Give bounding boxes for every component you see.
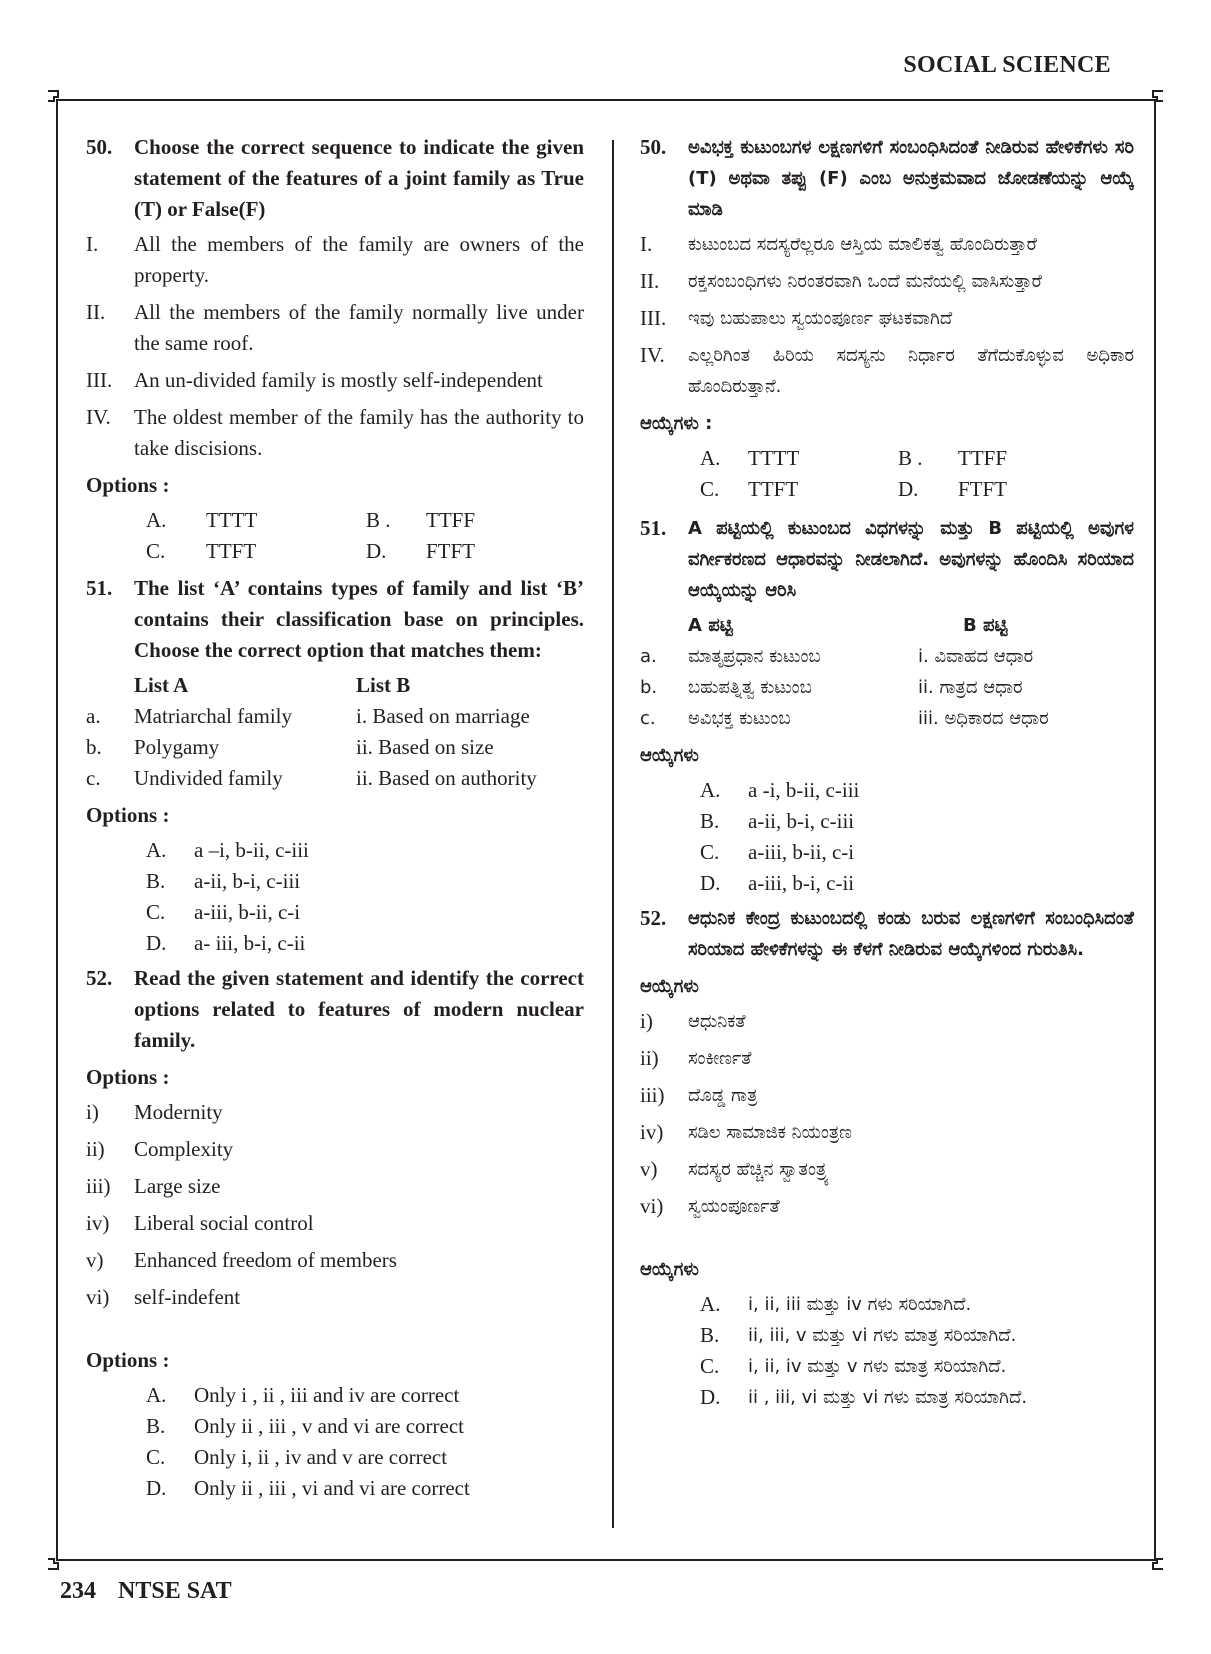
- match-row: [640, 672, 1134, 703]
- row-label: a.: [640, 646, 657, 667]
- option: [146, 1442, 584, 1473]
- option: [700, 1382, 1134, 1413]
- list-a-item: Undivided family: [134, 766, 283, 790]
- option-text: FTFT: [426, 539, 476, 563]
- option-letter: A.: [700, 778, 721, 802]
- list-a-item: ಅವಿಭಕ್ತ ಕುಟುಂಬ: [688, 708, 791, 729]
- list-a-item: ಮಾತೃಪ್ರಧಾನ ಕುಟುಂಬ: [688, 646, 821, 667]
- option-text: ii , iii, vi ಮತ್ತು vi ಗಳು ಮಾತ್ರ ಸರಿಯಾಗಿದೆ.: [748, 1387, 1028, 1408]
- item-number: v): [86, 1248, 104, 1272]
- option: [700, 1320, 1134, 1351]
- match-row: [86, 732, 584, 763]
- option: [146, 1380, 584, 1411]
- list-item: [86, 1134, 584, 1165]
- frame-corner-ornament-icon: [46, 89, 68, 111]
- row-label: b.: [86, 735, 102, 759]
- list-item: [640, 1080, 1134, 1111]
- options-heading: Options :: [86, 1348, 170, 1372]
- statement: [640, 229, 1134, 260]
- option: [146, 835, 584, 866]
- list-item: [640, 1043, 1134, 1074]
- item-number: iv): [640, 1120, 664, 1144]
- statement: [86, 365, 584, 396]
- list-item: [640, 1006, 1134, 1037]
- option-text: a- iii, b-i, c-ii: [194, 931, 306, 955]
- page-number: 234: [60, 1578, 96, 1604]
- item-number: iv): [86, 1211, 110, 1235]
- question-number: 51.: [640, 516, 667, 540]
- option-text: ii, iii, v ಮತ್ತು vi ಗಳು ಮಾತ್ರ ಸರಿಯಾಗಿದೆ.: [748, 1325, 1017, 1346]
- options-heading: ಆಯ್ಕೆಗಳು: [640, 1259, 699, 1280]
- option: [146, 928, 584, 959]
- statement: [640, 303, 1134, 334]
- list-a-item: ಬಹುಪತ್ನಿತ್ವ ಕುಟುಂಬ: [688, 677, 812, 698]
- question-51: [86, 573, 584, 666]
- option-letter: B .: [366, 508, 391, 532]
- option-text: FTFT: [958, 477, 1008, 501]
- option-text: a –i, b-ii, c-iii: [194, 838, 309, 862]
- option: [700, 1289, 1134, 1320]
- question-52-kannada: [640, 903, 1134, 965]
- question-50: [86, 132, 584, 225]
- item-text: Modernity: [134, 1100, 223, 1124]
- question-text: A ಪಟ್ಟಿಯಲ್ಲಿ ಕುಟುಂಬದ ವಿಧಗಳನ್ನು ಮತ್ತು B ಪಟ್ಟಿಯಲ್ಲಿ ಅವುಗಳ ವರ್ಗೀಕರಣದ ಆಧಾರವನ್ನು ನೀಡಲಾಗಿದೆ. ಅವುಗಳನ್ನು ಹೊಂದಿಸಿ ಸರಿಯಾದ ಆಯ್ಕೆಯನ್ನು ಆರಿಸಿ: [688, 518, 1134, 601]
- item-number: vi): [640, 1194, 664, 1218]
- option: [146, 897, 584, 928]
- statement-text: All the members of the family are owners of the property.: [134, 232, 584, 287]
- item-number: i): [86, 1100, 99, 1124]
- item-number: ii): [86, 1137, 105, 1161]
- option-text: a-iii, b-i, c-ii: [748, 871, 855, 895]
- statement-text: All the members of the family normally live under the same roof.: [134, 300, 584, 355]
- list-item: [86, 1245, 584, 1276]
- match-row: [86, 763, 584, 794]
- item-text: Large size: [134, 1174, 221, 1198]
- list-item: [640, 1154, 1134, 1185]
- question-52: [86, 963, 584, 1056]
- list-b-heading: B ಪಟ್ಟಿ: [963, 615, 1008, 636]
- option-letter: D.: [700, 1385, 721, 1409]
- statement-number: III.: [640, 306, 667, 330]
- option-text: a-ii, b-i, c-iii: [194, 869, 301, 893]
- list-b-item: ii. Based on authority: [356, 766, 537, 790]
- option-text: Only i , ii , iii and iv are correct: [194, 1383, 460, 1407]
- option-text: a-iii, b-ii, c-i: [194, 900, 301, 924]
- list-b-item: i. ವಿವಾಹದ ಆಧಾರ: [918, 646, 1034, 667]
- column-divider: [612, 140, 614, 1528]
- option-letter: C.: [700, 1354, 720, 1378]
- option-letter: D.: [146, 1476, 167, 1500]
- question-text: Choose the correct sequence to indicate the given statement of the features of a joint family as True (T) or False(F): [134, 135, 584, 221]
- question-number: 50.: [640, 135, 667, 159]
- option-text: i, ii, iv ಮತ್ತು v ಗಳು ಮಾತ್ರ ಸರಿಯಾಗಿದೆ.: [748, 1356, 1007, 1377]
- exam-name: NTSE SAT: [118, 1578, 232, 1604]
- option-letter: A.: [146, 1383, 167, 1407]
- option: [146, 1473, 584, 1504]
- list-item: [86, 1097, 584, 1128]
- statement-number: I.: [86, 232, 99, 256]
- option-letter: A.: [146, 838, 167, 862]
- row-label: c.: [86, 766, 101, 790]
- question-number: 51.: [86, 576, 113, 600]
- option-letter: B.: [700, 809, 720, 833]
- frame-corner-ornament-icon: [1143, 1549, 1165, 1571]
- frame-corner-ornament-icon: [46, 1549, 68, 1571]
- item-text: self-indefent: [134, 1285, 241, 1309]
- options-heading: ಆಯ್ಕೆಗಳು :: [640, 413, 713, 434]
- statement-text: ಇವು ಬಹುಪಾಲು ಸ್ವಯಂಪೂರ್ಣ ಘಟಕವಾಗಿದೆ: [688, 308, 953, 329]
- option-text: TTFF: [426, 508, 476, 532]
- item-text: Enhanced freedom of members: [134, 1248, 397, 1272]
- item-number: i): [640, 1009, 653, 1033]
- item-number: iii): [86, 1174, 111, 1198]
- kannada-column: [640, 132, 1134, 1413]
- list-item: [640, 1117, 1134, 1148]
- option-text: TTTT: [206, 508, 258, 532]
- statement-number: II.: [86, 300, 106, 324]
- statement: [86, 297, 584, 359]
- option-text: a-iii, b-ii, c-i: [748, 840, 855, 864]
- statement-number: IV.: [640, 343, 665, 367]
- match-row: [86, 701, 584, 732]
- list-item: [86, 1171, 584, 1202]
- statement-number: III.: [86, 368, 113, 392]
- list-b-item: ii. Based on size: [356, 735, 494, 759]
- option-letter: D.: [366, 539, 387, 563]
- options-heading: ಆಯ್ಕೆಗಳು: [640, 976, 699, 997]
- option-letter: A.: [700, 1292, 721, 1316]
- question-50-kannada: [640, 132, 1134, 225]
- statement: [640, 266, 1134, 297]
- item-text: Liberal social control: [134, 1211, 314, 1235]
- statement-text: An un-divided family is mostly self-independent: [134, 368, 543, 392]
- option-letter: C.: [700, 840, 720, 864]
- row-label: b.: [640, 677, 658, 698]
- list-headers: [134, 670, 584, 701]
- statement: [86, 402, 584, 464]
- question-text: ಆಧುನಿಕ ಕೇಂದ್ರ ಕುಟುಂಬದಲ್ಲಿ ಕಂಡು ಬರುವ ಲಕ್ಷಣಗಳಿಗೆ ಸಂಬಂಧಿಸಿದಂತೆ ಸರಿಯಾದ ಹೇಳಿಕೆಗಳನ್ನು ಈ ಕೆಳಗೆ ನೀಡಿರುವ ಆಯ್ಕೆಗಳಿಂದ ಗುರುತಿಸಿ.: [688, 908, 1134, 960]
- options-heading: Options :: [86, 1065, 170, 1089]
- item-text: Complexity: [134, 1137, 234, 1161]
- item-text: ಸ್ವಯಂಪೂರ್ಣತೆ: [688, 1196, 780, 1217]
- frame-corner-ornament-icon: [1143, 89, 1165, 111]
- options-heading: Options :: [86, 473, 170, 497]
- options-heading: ಆಯ್ಕೆಗಳು: [640, 745, 699, 766]
- item-number: vi): [86, 1285, 110, 1309]
- statement-number: I.: [640, 232, 653, 256]
- options-grid: [146, 505, 584, 567]
- option: [700, 1351, 1134, 1382]
- options-grid: [700, 443, 1134, 505]
- match-row: [640, 703, 1134, 734]
- english-column: [86, 132, 584, 1504]
- item-text: ದೊಡ್ಡ ಗಾತ್ರ: [688, 1085, 758, 1106]
- option-text: Only ii , iii , v and vi are correct: [194, 1414, 464, 1438]
- statement-number: IV.: [86, 405, 111, 429]
- row-label: c.: [640, 708, 656, 729]
- row-label: a.: [86, 704, 101, 728]
- option-text: Only ii , iii , vi and vi are correct: [194, 1476, 470, 1500]
- list-item: [640, 1191, 1134, 1222]
- statement-number: II.: [640, 269, 660, 293]
- question-text: Read the given statement and identify the correct options related to features of modern nuclear family.: [134, 966, 584, 1052]
- list-item: [86, 1208, 584, 1239]
- options-heading: Options :: [86, 803, 170, 827]
- list-a-item: Polygamy: [134, 735, 220, 759]
- list-a-item: Matriarchal family: [134, 704, 293, 728]
- item-text: ಆಧುನಿಕತೆ: [688, 1011, 746, 1032]
- question-51-kannada: [640, 513, 1134, 606]
- option: [146, 1411, 584, 1442]
- option-letter: B.: [146, 1414, 166, 1438]
- option-letter: D.: [146, 931, 167, 955]
- list-headers: [688, 610, 1134, 641]
- option-text: TTTT: [748, 446, 800, 470]
- option-text: a-ii, b-i, c-iii: [748, 809, 855, 833]
- list-a-heading: List A: [134, 673, 189, 697]
- statement: [640, 340, 1134, 402]
- list-b-item: ii. ಗಾತ್ರದ ಆಧಾರ: [918, 677, 1023, 698]
- page-section-title: SOCIAL SCIENCE: [903, 52, 1111, 78]
- item-text: ಸದಸ್ಯರ ಹೆಚ್ಚಿನ ಸ್ವಾತಂತ್ರ್ಯ: [688, 1159, 830, 1180]
- question-number: 50.: [86, 135, 113, 159]
- item-number: v): [640, 1157, 658, 1181]
- question-text: The list ‘A’ contains types of family and list ‘B’ contains their classification base on principles. Choose the correct option that matches them:: [134, 576, 584, 662]
- statement-text: ರಕ್ತಸಂಬಂಧಿಗಳು ನಿರಂತರವಾಗಿ ಒಂದೆ ಮನೆಯಲ್ಲಿ ವಾಸಿಸುತ್ತಾರೆ: [688, 271, 1042, 292]
- item-number: ii): [640, 1046, 659, 1070]
- option: [700, 868, 1134, 899]
- option-letter: A.: [700, 446, 721, 470]
- item-text: ಸಡಿಲ ಸಾಮಾಜಿಕ ನಿಯಂತ್ರಣ: [688, 1122, 852, 1143]
- statement: [86, 229, 584, 291]
- list-b-item: i. Based on marriage: [356, 704, 530, 728]
- question-text: ಅವಿಭಕ್ತ ಕುಟುಂಬಗಳ ಲಕ್ಷಣಗಳಿಗೆ ಸಂಬಂಧಿಸಿದಂತೆ ನೀಡಿರುವ ಹೇಳಿಕೆಗಳು ಸರಿ (T) ಅಥವಾ ತಪ್ಪು (F) ಎಂಬ ಅನುಕ್ರಮವಾದ ಜೋಡಣೆಯನ್ನು ಆಯ್ಕೆ ಮಾಡಿ: [688, 137, 1134, 220]
- option-letter: C.: [146, 900, 166, 924]
- option-text: i, ii, iii ಮತ್ತು iv ಗಳು ಸರಿಯಾಗಿದೆ.: [748, 1294, 972, 1315]
- option-letter: D.: [898, 477, 919, 501]
- option-letter: B.: [700, 1323, 720, 1347]
- option: [146, 866, 584, 897]
- option-text: TTFT: [748, 477, 799, 501]
- option-letter: C.: [700, 477, 720, 501]
- list-item: [86, 1282, 584, 1313]
- option-letter: D.: [700, 871, 721, 895]
- option-text: TTFF: [958, 446, 1008, 470]
- list-a-heading: A ಪಟ್ಟಿ: [688, 615, 733, 636]
- option: [700, 806, 1134, 837]
- option-letter: A.: [146, 508, 167, 532]
- question-number: 52.: [640, 906, 667, 930]
- statement-text: ಕುಟುಂಬದ ಸದಸ್ಯರೆಲ್ಲರೂ ಆಸ್ತಿಯ ಮಾಲಿಕತ್ವ ಹೊಂದಿರುತ್ತಾರೆ: [688, 234, 1037, 255]
- list-b-item: iii. ಅಧಿಕಾರದ ಆಧಾರ: [918, 708, 1049, 729]
- option: [700, 837, 1134, 868]
- option-text: a -i, b-ii, c-iii: [748, 778, 860, 802]
- match-row: [640, 641, 1134, 672]
- page-footer: [60, 1578, 248, 1605]
- option: [700, 775, 1134, 806]
- option-letter: B .: [898, 446, 923, 470]
- option-letter: C.: [146, 539, 166, 563]
- option-letter: B.: [146, 869, 166, 893]
- statement-text: The oldest member of the family has the authority to take discisions.: [134, 405, 584, 460]
- statement-text: ಎಲ್ಲರಿಗಿಂತ ಹಿರಿಯ ಸದಸ್ಯನು ನಿರ್ಧಾರ ತೆಗೆದುಕೊಳ್ಳುವ ಅಧಿಕಾರ ಹೊಂದಿರುತ್ತಾನೆ.: [688, 345, 1134, 397]
- option-text: TTFT: [206, 539, 257, 563]
- item-text: ಸಂಕೀರ್ಣತೆ: [688, 1048, 752, 1069]
- list-b-heading: List B: [356, 673, 411, 697]
- question-number: 52.: [86, 966, 113, 990]
- item-number: iii): [640, 1083, 665, 1107]
- option-letter: C.: [146, 1445, 166, 1469]
- option-text: Only i, ii , iv and v are correct: [194, 1445, 448, 1469]
